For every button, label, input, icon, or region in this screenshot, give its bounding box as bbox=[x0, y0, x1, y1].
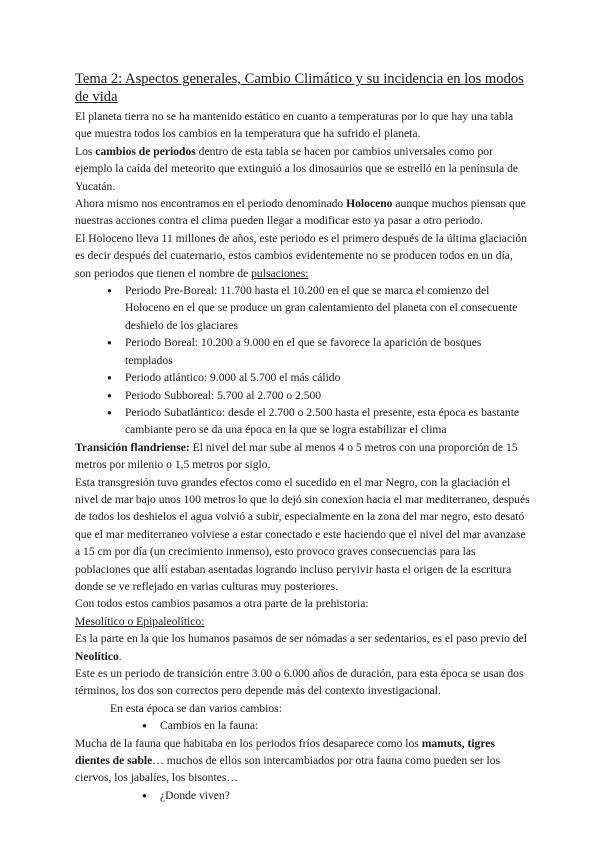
list-item: ● Periodo Subatlántico: desde el 2.700 o 2.500 hasta el presente, esta época es bastante cambiante pero se da una época en la que se logra estabilizar el clima bbox=[107, 404, 530, 439]
text-span: … muchos de ellos son intercambiados por otra fauna como pueden ser los ciervos, los jabalíes, los bisontes… bbox=[75, 754, 501, 785]
section-heading-mesolitico: Mesolítico o Epipaleolítico: bbox=[75, 614, 205, 628]
document-title: Tema 2: Aspectos generales, Cambio Climático y su incidencia en los modos de vida bbox=[75, 71, 524, 105]
text-span: Es la parte en la que los humanos pasamos de ser nómadas a ser sedentarios, es el paso previo del bbox=[75, 632, 528, 646]
list-item: ● Periodo atlántico: 9.000 al 5.700 el más cálido bbox=[107, 369, 530, 386]
questions-list bbox=[75, 787, 530, 804]
paragraph-transition-prehistory: Con todos estos cambios pasamos a otra parte de la prehistoria: bbox=[75, 597, 369, 611]
list-item: ● Periodo Pre-Boreal: 11.700 hasta el 10.200 en el que se marca el comienzo del Holoceno en el que se produce un gran calentamiento del planeta con el consecuente deshielo de los glaciares bbox=[107, 282, 530, 334]
paragraph-sedentarios bbox=[75, 630, 530, 665]
text-span: Los bbox=[75, 144, 96, 158]
text-span: Ahora mismo nos encontramos en el periodo denominado bbox=[75, 197, 347, 211]
paragraph-transicion bbox=[75, 439, 530, 474]
period-list bbox=[75, 282, 530, 439]
text-span: aunque muchos piensan que nuestras acciones contra el clima pueden llegar a modificar esto ya pasar a otro periodo. bbox=[75, 197, 526, 228]
paragraph-duracion: Este es un periodo de transición entre 3.00 o 6.000 años de duración, para esta época se usan dos términos, los dos son correctos pero depende más del contexto investigacional. bbox=[75, 667, 524, 698]
bold-term: cambios de periodos bbox=[95, 144, 196, 158]
text-span: El nivel del mar sube al menos 4 o 5 metros con una proporción de 15 metros por milenio o 1,5 metros por siglo. bbox=[75, 440, 518, 472]
document-page bbox=[75, 70, 530, 804]
paragraph-fauna bbox=[75, 735, 530, 787]
text-span: El Holoceno lleva 11 millones de años, este periodo es el primero después de la última glaciación es decir después del cuaternario, estos cambios evidentemente no se producen todos en un día, son periodos que tienen el nombre de bbox=[75, 231, 527, 280]
bold-term: Neolítico bbox=[75, 649, 119, 663]
text-span: Mucha de la fauna que habitaba en los periodos fríos desaparece como los bbox=[75, 736, 422, 750]
paragraph-holoceno bbox=[75, 195, 530, 230]
underlined-term: pulsaciones: bbox=[251, 266, 309, 280]
list-item: ● Cambios en la fauna: bbox=[142, 717, 530, 734]
text-span: dentro de esta tabla se hacen por cambios universales como por ejemplo la caída del meteorito que extinguió a los dinosaurios que se estrelló en la península de Yucatán. bbox=[75, 144, 519, 193]
bold-term: mamuts, tigres dientes de sable bbox=[75, 736, 495, 768]
paragraph-period-changes bbox=[75, 143, 530, 195]
list-item: ● Periodo Boreal: 10.200 a 9.000 en el que se favorece la aparición de bosques templados bbox=[107, 334, 530, 369]
paragraph-intro: El planeta tierra no se ha mantenido estático en cuanto a temperaturas por lo que hay una tabla que muestra todos los cambios en la temperatura que ha sufrido el planeta. bbox=[75, 110, 514, 141]
text-span: . bbox=[118, 649, 122, 663]
changes-list bbox=[75, 717, 530, 734]
list-item: ● Periodo Subboreal: 5.700 al 2.700 o 2.500 bbox=[107, 387, 530, 404]
bold-term: Holoceno bbox=[346, 197, 393, 211]
paragraph-cambios: En esta época se dan varios cambios: bbox=[110, 701, 282, 715]
paragraph-pulsaciones bbox=[75, 230, 530, 282]
list-item: ● ¿Donde viven? bbox=[142, 787, 530, 804]
bold-term: Transición flandriense: bbox=[75, 440, 190, 454]
paragraph-mar-negro: Esta transgresión tuvo grandes efectos como el sucedido en el mar Negro, con la glaciación el nivel de mar bajo unos 100 metros lo que lo dejó sin conexion hacia el mar mediterraneo, después de todos los deshielos el agua volvió a subir, especialmente en la zona del mar negro, esto desató que el mar mediterraneo volviese a estar conectado e este haciendo que el nivel del mar avanzase a 15 cm por día (un crecimiento inmenso), esto provoco graves consecuencias para las poblaciones que allí estaban asentadas logrando incluso pervivir hasta el origen de la escritura donde se ve reflejado en varias culturas muy posteriores. bbox=[75, 475, 530, 593]
